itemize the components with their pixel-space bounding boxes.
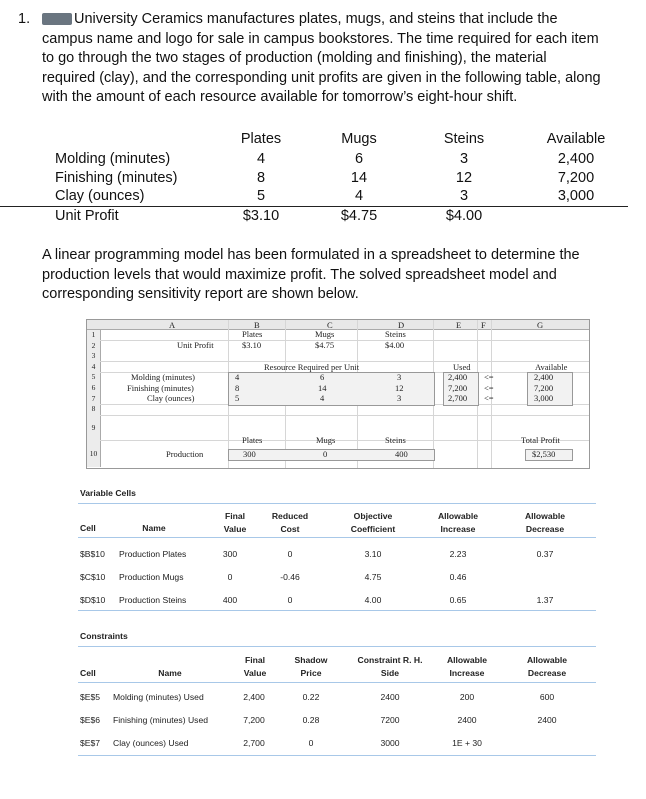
cell-e5: 2,400 (448, 372, 468, 382)
cell-a10: Production (166, 449, 204, 459)
header-objective: Objective (353, 511, 393, 521)
table-row-name: Production Plates (119, 549, 187, 559)
cell: $4.75 (340, 208, 378, 224)
header-plates: Plates (240, 131, 282, 147)
cell-c2: $4.75 (315, 340, 335, 350)
cell: 3,000 (557, 188, 595, 204)
header-allowable-increase: Allowable (437, 511, 479, 521)
col-header-d: D (398, 320, 405, 330)
cell: 14 (350, 170, 368, 186)
cell: 2,400 (557, 151, 595, 167)
table-row-cell: $E$6 (80, 715, 101, 725)
cell-b6: 8 (235, 383, 240, 393)
cell-b10: 300 (243, 449, 256, 459)
row-header: 3 (87, 351, 101, 362)
cell-g10: $2,530 (532, 449, 556, 459)
header-shadow-price: Shadow (294, 655, 328, 665)
row-header: 6 (87, 383, 101, 394)
header-constraint-rhs: Constraint R. H. (357, 655, 423, 665)
header-name: Name (158, 668, 182, 678)
table-row-name: Production Steins (119, 595, 187, 605)
table-row-cell: $E$7 (80, 738, 101, 748)
cell: 5 (256, 188, 266, 204)
col-header-f: F (481, 320, 486, 330)
cell-d2: $4.00 (385, 340, 405, 350)
cell-e7: 2,700 (448, 393, 468, 403)
column-header-bar (87, 320, 589, 330)
table-row-name: Clay (ounces) Used (113, 738, 189, 748)
cell-d7: 3 (397, 393, 402, 403)
cell-c9: Mugs (316, 435, 336, 445)
table-row-name: Finishing (minutes) Used (113, 715, 209, 725)
row-label-clay: Clay (ounces) (55, 188, 145, 204)
cell-a5: Molding (minutes) (131, 372, 195, 382)
row-label-molding: Molding (minutes) (55, 151, 171, 167)
cell: 3 (459, 188, 469, 204)
variable-cells-title: Variable Cells (80, 488, 136, 498)
cell-c5: 6 (320, 372, 325, 382)
spreadsheet-model (86, 319, 590, 469)
cell: 6 (354, 151, 364, 167)
row-label-finishing: Finishing (minutes) (55, 170, 178, 186)
col-header-a: A (169, 320, 176, 330)
cell-d10: 400 (395, 449, 408, 459)
cell-g4: Available (535, 362, 568, 372)
resource-box (228, 372, 435, 406)
header-name: Name (142, 523, 166, 533)
col-header-c: C (327, 320, 333, 330)
cell-f7: <= (484, 393, 494, 403)
cell-g5: 2,400 (534, 372, 554, 382)
row-header: 7 (87, 394, 101, 405)
cell-e4: Used (453, 362, 471, 372)
col-header-g: G (537, 320, 544, 330)
cell-b7: 5 (235, 393, 240, 403)
header-available: Available (546, 131, 606, 147)
cell-c6: 14 (318, 383, 327, 393)
cell-c1: Mugs (315, 329, 335, 339)
cell-d6: 12 (395, 383, 404, 393)
cell: 4 (256, 151, 266, 167)
cell: $4.00 (445, 208, 483, 224)
cell: 7,200 (557, 170, 595, 186)
cell-a7: Clay (ounces) (147, 393, 195, 403)
cell-f6: <= (484, 383, 494, 393)
header-steins: Steins (443, 131, 485, 147)
cell-g9: Total Profit (521, 435, 560, 445)
cell-b9: Plates (242, 435, 263, 445)
cell-b5: 4 (235, 372, 240, 382)
cell-c7: 4 (320, 393, 325, 403)
table-row-cell: $B$10 (80, 549, 105, 559)
row-header: 4 (87, 362, 101, 373)
table-row-cell: $D$10 (80, 595, 106, 605)
constraints-title: Constraints (80, 631, 128, 641)
cell-e6: 7,200 (448, 383, 468, 393)
col-header-e: E (456, 320, 462, 330)
cell: $3.10 (242, 208, 280, 224)
cell-d9: Steins (385, 435, 406, 445)
university-logo-icon (42, 13, 72, 25)
row-header: 10 (87, 440, 101, 467)
header-allowable-decrease: Allowable (526, 655, 568, 665)
cell-b1: Plates (242, 329, 263, 339)
row-header: 5 (87, 372, 101, 383)
cell-d1: Steins (385, 329, 406, 339)
table-row-name: Production Mugs (119, 572, 184, 582)
header-final: Final (244, 655, 266, 665)
cell-f5: <= (484, 372, 494, 382)
header-mugs: Mugs (341, 131, 377, 147)
table-row-name: Molding (minutes) Used (113, 692, 204, 702)
table-row-cell: $E$5 (80, 692, 101, 702)
col-header-b: B (254, 320, 260, 330)
cell-b2: $3.10 (242, 340, 262, 350)
table-divider (0, 206, 628, 207)
cell-c10: 0 (323, 449, 328, 459)
cell-bc4: Resource Required per Unit (264, 362, 360, 372)
question-text: University Ceramics manufactures plates, mugs, and steins that include the campus name and logo for sale in campus bookstores. The time required for each item to go through the two stages of production (molding and finishing), the material required (clay), and the corresponding unit profits are given in the following table, along with the amount of each resource available for tomorrow’s eight-hour shift. (42, 11, 601, 105)
header-reduced: Reduced (271, 511, 309, 521)
row-label-unit-profit: Unit Profit (55, 208, 119, 224)
header-allowable-increase: Allowable (446, 655, 488, 665)
cell-g7: 3,000 (534, 393, 554, 403)
cell-g6: 7,200 (534, 383, 554, 393)
cell: 4 (354, 188, 364, 204)
cell: 3 (459, 151, 469, 167)
header-cell: Cell (80, 523, 96, 533)
header-cell: Cell (80, 668, 96, 678)
cell: 12 (455, 170, 473, 186)
row-header: 2 (87, 341, 101, 352)
model-description: A linear programming model has been formulated in a spreadsheet to determine the production levels that would maximize profit. The solved spreadsheet model and corresponding sensitivity report are shown below. (42, 247, 580, 302)
cell-a6: Finishing (minutes) (127, 383, 194, 393)
header-final: Final (224, 511, 246, 521)
row-header: 1 (87, 330, 101, 341)
cell-d5: 3 (397, 372, 402, 382)
question-number: 1. (18, 11, 31, 27)
cell-a2: Unit Profit (177, 340, 214, 350)
cell: 8 (256, 170, 266, 186)
row-header: 9 (87, 415, 101, 440)
row-header: 8 (87, 404, 101, 415)
table-row-cell: $C$10 (80, 572, 106, 582)
header-allowable-decrease: Allowable (524, 511, 566, 521)
